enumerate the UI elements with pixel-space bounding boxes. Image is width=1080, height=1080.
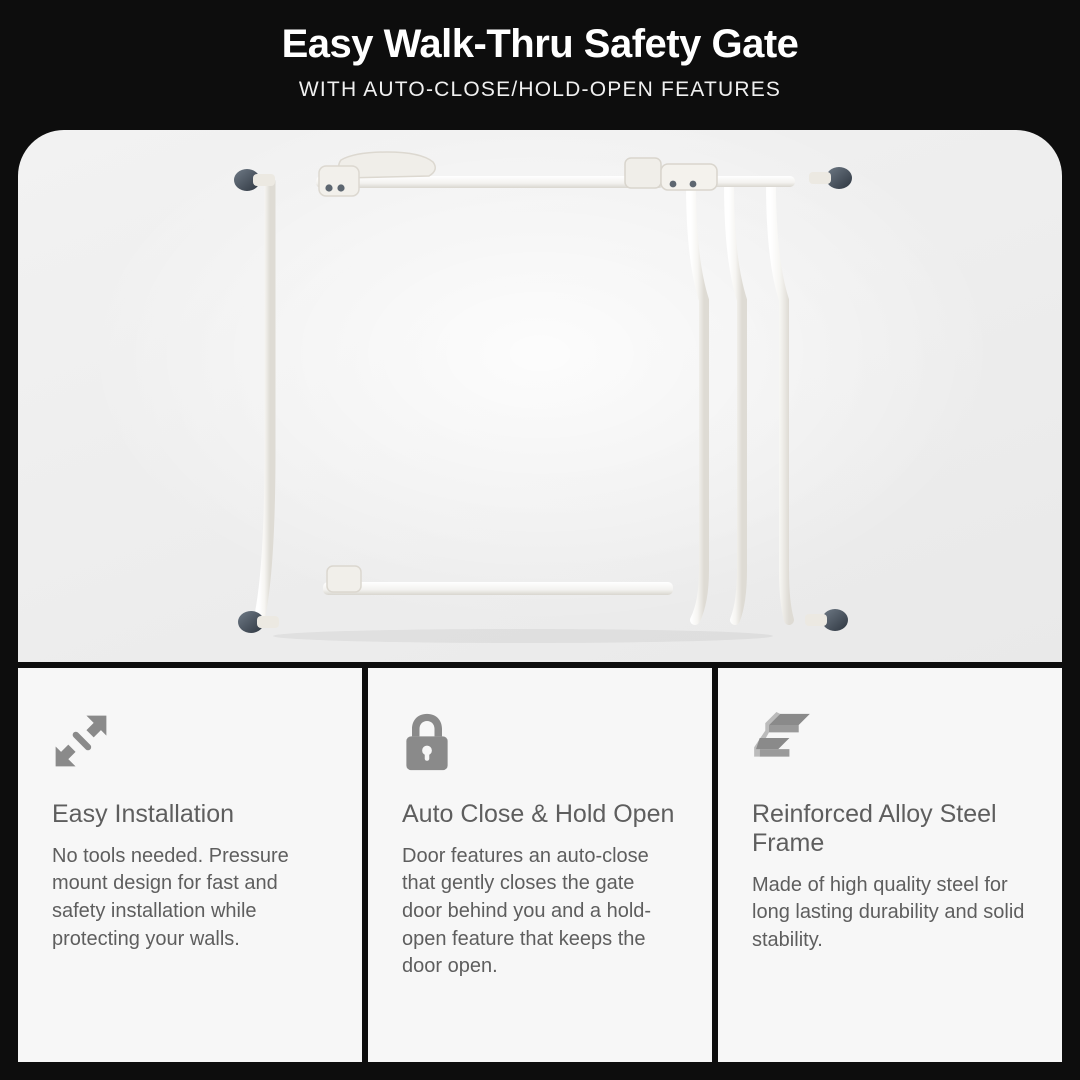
lock-icon — [402, 712, 678, 774]
feature-card-steel-frame — [718, 668, 1062, 1062]
feature-card-list — [18, 668, 1062, 1062]
page-title: Easy Walk-Thru Safety Gate — [281, 22, 799, 66]
header — [0, 0, 1080, 130]
expand-arrows-icon — [52, 712, 328, 774]
feature-title: Reinforced Alloy Steel Frame — [752, 800, 997, 857]
page-subtitle: WITH AUTO-CLOSE/HOLD-OPEN FEATURES — [298, 78, 782, 101]
feature-text: No tools needed. Pressure mount design for fast and safety installation while protecting your walls. — [52, 844, 289, 950]
steel-beam-icon — [752, 712, 1028, 774]
feature-text: Door features an auto-close that gently closes the gate door behind you and a hold-open feature that keeps the door open. — [402, 844, 652, 978]
safety-gate-illustration — [223, 150, 863, 650]
hero-product-panel — [18, 130, 1062, 662]
feature-card-auto-close — [368, 668, 712, 1062]
feature-text: Made of high quality steel for long lasting durability and solid stability. — [752, 873, 1025, 951]
feature-title: Easy Installation — [52, 800, 235, 828]
feature-title: Auto Close & Hold Open — [402, 800, 675, 828]
feature-card-easy-installation — [18, 668, 362, 1062]
